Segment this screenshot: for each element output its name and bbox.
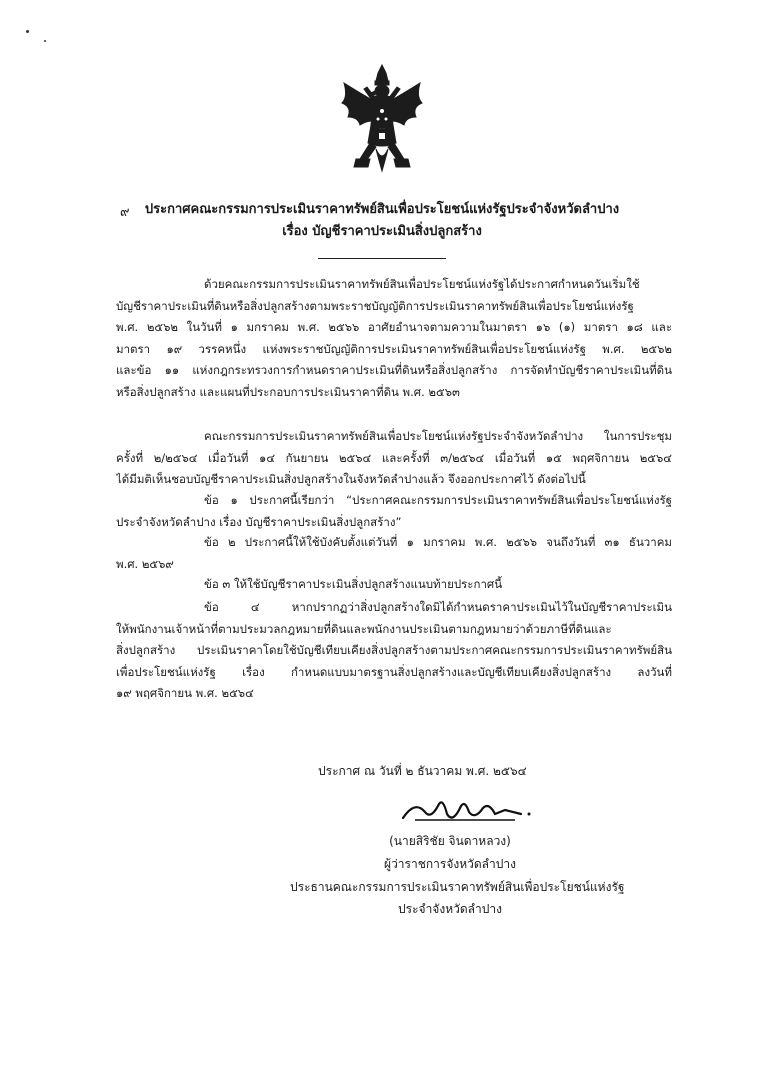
document-subject: เรื่อง บัญชีราคาประเมินสิ่งปลูกสร้าง [282,224,482,239]
paragraph-line: ข้อ ๓ ให้ใช้บัญชีราคาประเมินสิ่งปลูกสร้างแนบท้ายประกาศนี้ [204,577,503,591]
handwritten-signature [395,790,535,830]
paragraph-line: บัญชีราคาประเมินที่ดินหรือสิ่งปลูกสร้างตามพระราชบัญญัติการประเมินราคาทรัพย์สินเพื่อประโยชน์แห่งรัฐ [116,298,634,313]
announcement-date: ประกาศ ณ วันที่ ๒ ธันวาคม พ.ศ. ๒๕๖๔ [318,764,527,778]
paragraph-line: สิ่งปลูกสร้าง ประเมินราคาโดยใช้บัญชีเทียบเคียงสิ่งปลูกสร้างตามประกาศคณะกรรมการประเมินราคาทรัพย์สิน [116,643,672,658]
document-title: ประกาศคณะกรรมการประเมินราคาทรัพย์สินเพื่อประโยชน์แห่งรัฐประจำจังหวัดลำปาง [144,202,620,217]
paragraph-line: และข้อ ๑๑ แห่งกฎกระทรวงการกำหนดราคาประเมินที่ดินหรือสิ่งปลูกสร้าง การจัดทำบัญชีราคาประเมินที่ดิน [116,363,672,378]
signatory-name: (นายสิริชัย จินดาหลวง) [389,834,511,848]
paragraph-line: เพื่อประโยชน์แห่งรัฐ เรื่อง กำหนดแบบมาตรฐานสิ่งปลูกสร้างและบัญชีเทียบเคียงสิ่งปลูกสร้าง ลงวันที่ [116,664,672,679]
paragraph-line: ข้อ ๔ หากปรากฏว่าสิ่งปลูกสร้างใดมิได้กำหนดราคาประเมินไว้ในบัญชีราคาประเมิน [204,600,672,614]
paragraph-line: ประจำจังหวัดลำปาง เรื่อง บัญชีราคาประเมินสิ่งปลูกสร้าง” [116,514,402,529]
scan-speck [44,40,46,42]
paragraph-line: ครั้งที่ ๒/๒๕๖๔ เมื่อวันที่ ๑๔ กันยายน ๒๕๖๔ และครั้งที่ ๓/๒๕๖๔ เมื่อวันที่ ๑๕ พฤศจิกายน ๒๕๖๔ [116,450,672,465]
clause-1 [116,490,672,533]
title-divider [318,258,446,259]
paragraph-line: พ.ศ. ๒๕๖๙ [116,556,174,571]
signatory-position: ผู้ว่าราชการจังหวัดลำปาง [384,857,516,871]
clause-2 [116,532,672,575]
paragraph-line: ข้อ ๑ ประกาศนี้เรียกว่า “ประกาศคณะกรรมการประเมินราคาทรัพย์สินเพื่อประโยชน์แห่งรัฐ [204,493,672,507]
paragraph-line: ข้อ ๒ ประกาศนี้ให้ใช้บังคับตั้งแต่วันที่ ๑ มกราคม พ.ศ. ๒๕๖๖ จนถึงวันที่ ๓๑ ธันวาคม [204,535,672,549]
margin-mark: ๙ [120,205,130,220]
paragraph-preamble [116,274,672,404]
garuda-emblem-icon [338,63,426,173]
clause-4 [116,597,672,705]
signatory-position: ประธานคณะกรรมการประเมินราคาทรัพย์สินเพื่อประโยชน์แห่งรัฐ [290,880,625,894]
paragraph-line: คณะกรรมการประเมินราคาทรัพย์สินเพื่อประโยชน์แห่งรัฐประจำจังหวัดลำปาง ในการประชุม [204,429,672,443]
paragraph-line: มาตรา ๑๙ วรรคหนึ่ง แห่งพระราชบัญญัติการประเมินราคาทรัพย์สินเพื่อประโยชน์แห่งรัฐ พ.ศ. ๒๕๖๒ [116,341,672,356]
clause-3 [116,574,672,596]
paragraph-line: ได้มีมติเห็นชอบบัญชีราคาประเมินสิ่งปลูกสร้างในจังหวัดลำปางแล้ว จึงออกประกาศไว้ ดังต่อไปนี้ [116,472,586,487]
paragraph-line: ให้พนักงานเจ้าหน้าที่ตามประมวลกฎหมายที่ดินและพนักงานประเมินตามกฎหมายว่าด้วยภาษีที่ดินและ [116,621,612,636]
paragraph-line: ด้วยคณะกรรมการประเมินราคาทรัพย์สินเพื่อประโยชน์แห่งรัฐได้ประกาศกำหนดวันเริ่มใช้ [204,277,640,291]
paragraph-committee [116,426,672,491]
paragraph-line: หรือสิ่งปลูกสร้าง และแผนที่ประกอบการประเมินราคาที่ดิน พ.ศ. ๒๕๖๓ [116,384,460,399]
scan-speck [26,30,29,33]
paragraph-line: พ.ศ. ๒๕๖๒ ในวันที่ ๑ มกราคม พ.ศ. ๒๕๖๖ อาศัยอำนาจตามความในมาตรา ๑๖ (๑) มาตรา ๑๘ และ [116,320,672,335]
signatory-position: ประจำจังหวัดลำปาง [398,902,502,916]
paragraph-line: ๑๙ พฤศจิกายน พ.ศ. ๒๕๖๔ [116,686,254,701]
